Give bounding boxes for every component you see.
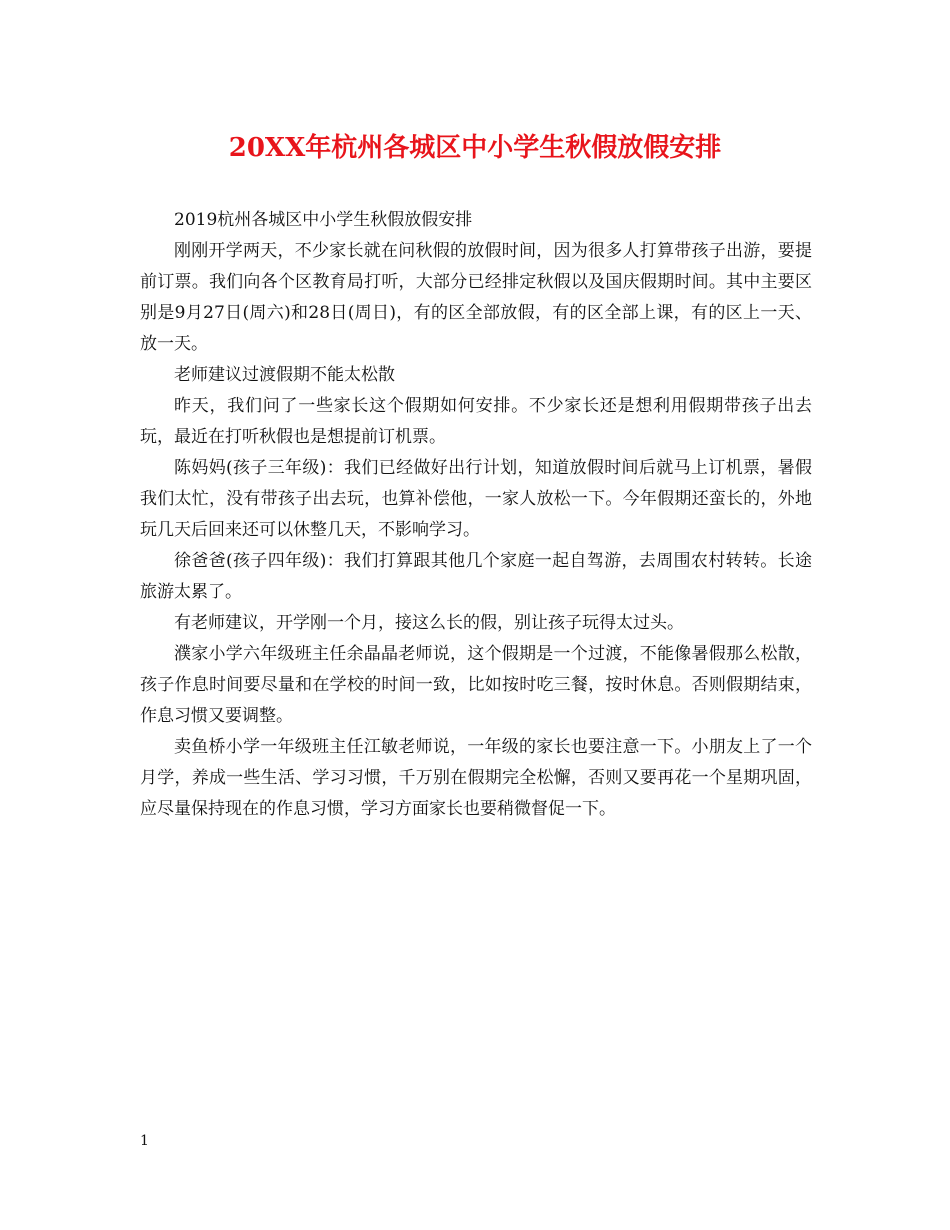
paragraph-mother-quote: 陈妈妈(孩子三年级)：我们已经做好出行计划，知道放假时间后就马上订机票，暑假我们太忙，没有带孩子出去玩，也算补偿他，一家人放松一下。今年假期还蛮长的，外地玩几天后回来还可以休整几天，不影响学习。	[140, 458, 812, 540]
document-title: 20XX年杭州各城区中小学生秋假放假安排	[228, 133, 722, 163]
paragraph-teacher-jiang: 卖鱼桥小学一年级班主任江敏老师说，一年级的家长也要注意一下。小朋友上了一个月学，养成一些生活、学习习惯，千万别在假期完全松懈，否则又要再花一个星期巩固，应尽量保持现在的作息习惯，学习方面家长也要稍微督促一下。	[140, 737, 812, 819]
paragraph-parents-survey: 昨天，我们问了一些家长这个假期如何安排。不少家长还是想利用假期带孩子出去玩，最近在打听秋假也是想提前订机票。	[140, 396, 812, 447]
page-number: 1	[140, 1133, 149, 1149]
paragraph-teacher-yu: 濮家小学六年级班主任余晶晶老师说，这个假期是一个过渡，不能像暑假那么松散，孩子作息时间要尽量和在学校的时间一致，比如按时吃三餐，按时休息。否则假期结束，作息习惯又要调整。	[140, 644, 812, 726]
paragraph-section-heading: 老师建议过渡假期不能太松散	[174, 365, 395, 385]
document-body	[140, 205, 812, 825]
paragraph-father-quote: 徐爸爸(孩子四年级)：我们打算跟其他几个家庭一起自驾游，去周围农村转转。长途旅游太累了。	[140, 551, 812, 602]
paragraph-intro: 刚刚开学两天，不少家长就在问秋假的放假时间，因为很多人打算带孩子出游，要提前订票。我们向各个区教育局打听，大部分已经排定秋假以及国庆假期时间。其中主要区别是9月27日(周六)和28日(周日)，有的区全部放假，有的区全部上课，有的区上一天、放一天。	[140, 241, 812, 354]
paragraph-subtitle: 2019杭州各城区中小学生秋假放假安排	[174, 210, 473, 230]
paragraph-teacher-advice: 有老师建议，开学刚一个月，接这么长的假，别让孩子玩得太过头。	[174, 613, 684, 633]
